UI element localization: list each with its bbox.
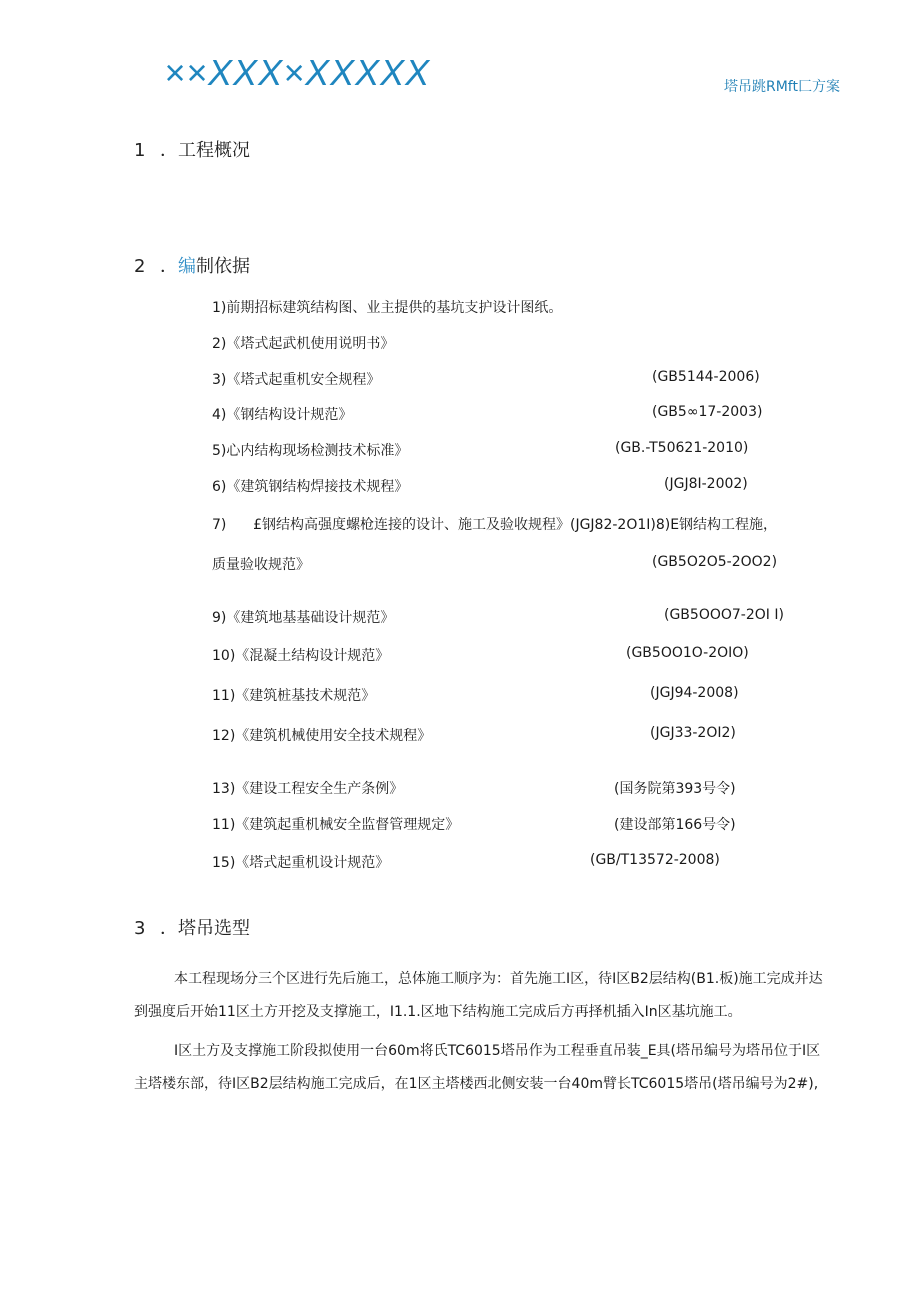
basis-code: (GB5OO1O-2OIO)	[626, 645, 749, 661]
basis-item: 1)前期招标建筑结构图、业主提供的基坑支护设计图纸。	[212, 300, 563, 316]
section-title-highlight: 编	[178, 256, 196, 277]
basis-item: 2)《塔式起武机使用说明书》	[212, 336, 395, 352]
section-title-suffix: 制依据	[196, 256, 250, 277]
document-brand-mark: ××XXX×XXXXX	[164, 52, 431, 93]
basis-code: (建设部第166号令)	[614, 817, 736, 833]
section-heading-basis	[134, 252, 250, 278]
basis-code: (GB.-T50621-2010)	[615, 440, 749, 456]
section-number: 1	[134, 140, 146, 161]
section-number: 3	[134, 918, 146, 939]
section-heading-crane-selection	[134, 914, 250, 940]
section-heading-overview	[134, 136, 250, 162]
basis-item: 15)《塔式起重机设计规范》	[212, 855, 390, 871]
body-text	[134, 963, 834, 1101]
basis-item: 11)《建筑桩基技术规范》	[212, 688, 376, 704]
section-title-prefix: ．	[160, 256, 178, 277]
basis-item: 11)《建筑起重机械安全监督管理规定》	[212, 817, 460, 833]
basis-item: 9)《建筑地基基础设计规范》	[212, 610, 395, 626]
section-number: 2	[134, 256, 146, 277]
section-title: ．塔吊选型	[160, 918, 250, 939]
basis-code: (GB5OOO7-2OI I)	[664, 607, 784, 623]
basis-item: 质量验收规范》	[212, 557, 310, 573]
basis-item: 10)《混凝土结构设计规范》	[212, 648, 390, 664]
basis-code: (GB5O2O5-2OO2)	[652, 554, 778, 570]
basis-item: 6)《建筑钢结构焊接技术规程》	[212, 479, 409, 495]
basis-code: (GB5∞17-2003)	[652, 404, 763, 420]
basis-item: 13)《建设工程安全生产条例》	[212, 781, 404, 797]
paragraph: I区土方及支撑施工阶段拟使用一台60m将氏TC6015塔吊作为工程垂直吊装_E具(塔吊编号为塔吊位于I区主塔楼东部，待I区B2层结构施工完成后，在1区主塔楼西北侧安装一台40m臂长TC6015塔吊(塔吊编号为2#),	[134, 1043, 821, 1092]
basis-item: 12)《建筑机械使用安全技术规程》	[212, 728, 432, 744]
paragraph: 本工程现场分三个区进行先后施工，总体施工顺序为：首先施工I区，待I区B2层结构(B1.板)施工完成并达到强度后开始11区土方开挖及支撑施工，I1.1.区地下结构施工完成后方再择机插入In区基坑施工。	[134, 971, 823, 1020]
basis-item: 7) £钢结构高强度螺枪连接的设计、施工及验收规程》(JGJ82-2O1I)8)E钢结构工程施，	[212, 517, 778, 533]
basis-code: (JGJ33-2OI2)	[650, 725, 736, 741]
document-header-title: 塔吊跳RMft匚方案	[724, 79, 840, 95]
basis-code: (GB/T13572-2008)	[590, 852, 720, 868]
basis-item: 3)《塔式起重机安全规程》	[212, 372, 381, 388]
section-title: ．工程概况	[160, 140, 250, 161]
basis-code: (JGJ8I-2002)	[664, 476, 748, 492]
basis-code: (国务院第393号令)	[614, 781, 736, 797]
basis-code: (JGJ94-2008)	[650, 685, 739, 701]
basis-item: 4)《钢结构设计规范》	[212, 407, 353, 423]
basis-item: 5)心内结构现场检测技术标准》	[212, 443, 409, 459]
basis-code: (GB5144-2006)	[652, 369, 760, 385]
